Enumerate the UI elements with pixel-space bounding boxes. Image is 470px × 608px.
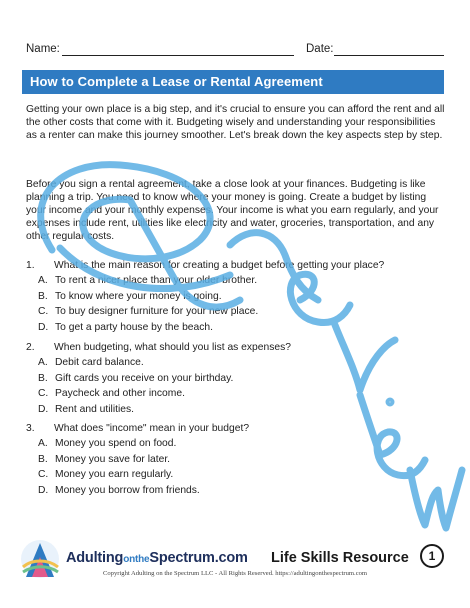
question-stem bbox=[26, 340, 446, 355]
option-text: Money you earn regularly. bbox=[55, 469, 174, 480]
brand-middle: on bbox=[123, 554, 136, 565]
section-title-banner: How to Complete a Lease or Rental Agreement bbox=[22, 70, 444, 94]
option-text: Debit card balance. bbox=[55, 357, 144, 368]
question-2 bbox=[26, 340, 446, 417]
option-text: To get a party house by the beach. bbox=[55, 321, 213, 333]
option-letter: D. bbox=[38, 484, 49, 496]
brand-wordmark bbox=[66, 550, 248, 566]
option-text: Money you save for later. bbox=[55, 453, 171, 465]
option-letter: B. bbox=[38, 372, 48, 384]
brand-suffix: Spectrum.com bbox=[149, 550, 248, 566]
answer-option[interactable] bbox=[26, 273, 446, 289]
budget-paragraph: Before you sign a rental agreement, take a close look at your finances. Budgeting is like planning a trip. You need to know where your money is going. Create a budget by listing your income and your monthly expenses. Your income is what you earn regularly, and your expenses include rent, utilities like electricity and water, groceries, transportation, and any other regular costs. bbox=[26, 179, 439, 243]
option-text: To buy designer furniture for your new place. bbox=[55, 306, 259, 317]
question-3 bbox=[26, 421, 446, 498]
option-text: Paycheck and other income. bbox=[55, 388, 185, 399]
page-number-badge: 1 bbox=[420, 544, 444, 568]
question-text: What does "income" mean in your budget? bbox=[54, 423, 250, 434]
date-field-line[interactable] bbox=[334, 55, 444, 56]
question-number: 2. bbox=[26, 342, 35, 353]
answer-option[interactable] bbox=[26, 355, 446, 371]
question-text: When budgeting, what should you list as expenses? bbox=[54, 342, 291, 353]
option-letter: A. bbox=[38, 357, 48, 368]
answer-option[interactable] bbox=[26, 483, 446, 499]
option-text: To know where your money is going. bbox=[55, 290, 222, 302]
option-letter: C. bbox=[38, 388, 49, 399]
answer-option[interactable] bbox=[26, 452, 446, 468]
resource-label: Life Skills Resource bbox=[271, 550, 409, 566]
option-text: Rent and utilities. bbox=[55, 403, 134, 415]
option-letter: B. bbox=[38, 453, 48, 465]
answer-option[interactable] bbox=[26, 371, 446, 387]
brand-prefix: Adulting bbox=[66, 550, 124, 566]
option-letter: B. bbox=[38, 290, 48, 302]
question-number: 1. bbox=[26, 260, 35, 271]
question-1 bbox=[26, 258, 446, 335]
question-stem bbox=[26, 258, 446, 273]
option-letter: A. bbox=[38, 438, 48, 449]
brand-the: the bbox=[135, 554, 150, 565]
answer-option[interactable] bbox=[26, 289, 446, 305]
option-letter: C. bbox=[38, 469, 49, 480]
option-letter: D. bbox=[38, 403, 49, 415]
date-label: Date: bbox=[306, 43, 334, 55]
answer-option[interactable] bbox=[26, 436, 446, 452]
name-date-row bbox=[26, 43, 444, 59]
question-text: What is the main reason for creating a budget before getting your place? bbox=[54, 260, 385, 271]
answer-option[interactable] bbox=[26, 320, 446, 336]
option-text: Money you borrow from friends. bbox=[55, 484, 200, 496]
name-field-line[interactable] bbox=[62, 55, 294, 56]
option-letter: A. bbox=[38, 275, 48, 286]
answer-option[interactable] bbox=[26, 386, 446, 402]
copyright-notice: Copyright Adulting on the Spectrum LLC - All Rights Reserved. https://adultingonthespectrum.com bbox=[102, 570, 368, 577]
answer-option[interactable] bbox=[26, 402, 446, 418]
answer-option[interactable] bbox=[26, 467, 446, 483]
intro-paragraph: Getting your own place is a big step, and it's crucial to ensure you can afford the rent and all the other costs that come with it. Budgeting wisely and understanding your responsibilities as a renter can make this journey smoother. Let's break down the key aspects step by step. bbox=[26, 104, 445, 142]
name-label: Name: bbox=[26, 43, 60, 55]
option-text: To rent a nicer place than your older brother. bbox=[55, 275, 258, 286]
option-text: Money you spend on food. bbox=[55, 438, 177, 449]
option-letter: D. bbox=[38, 321, 49, 333]
option-text: Gift cards you receive on your birthday. bbox=[55, 372, 234, 384]
answer-option[interactable] bbox=[26, 304, 446, 320]
option-letter: C. bbox=[38, 306, 49, 317]
question-stem bbox=[26, 421, 446, 436]
question-number: 3. bbox=[26, 423, 35, 434]
